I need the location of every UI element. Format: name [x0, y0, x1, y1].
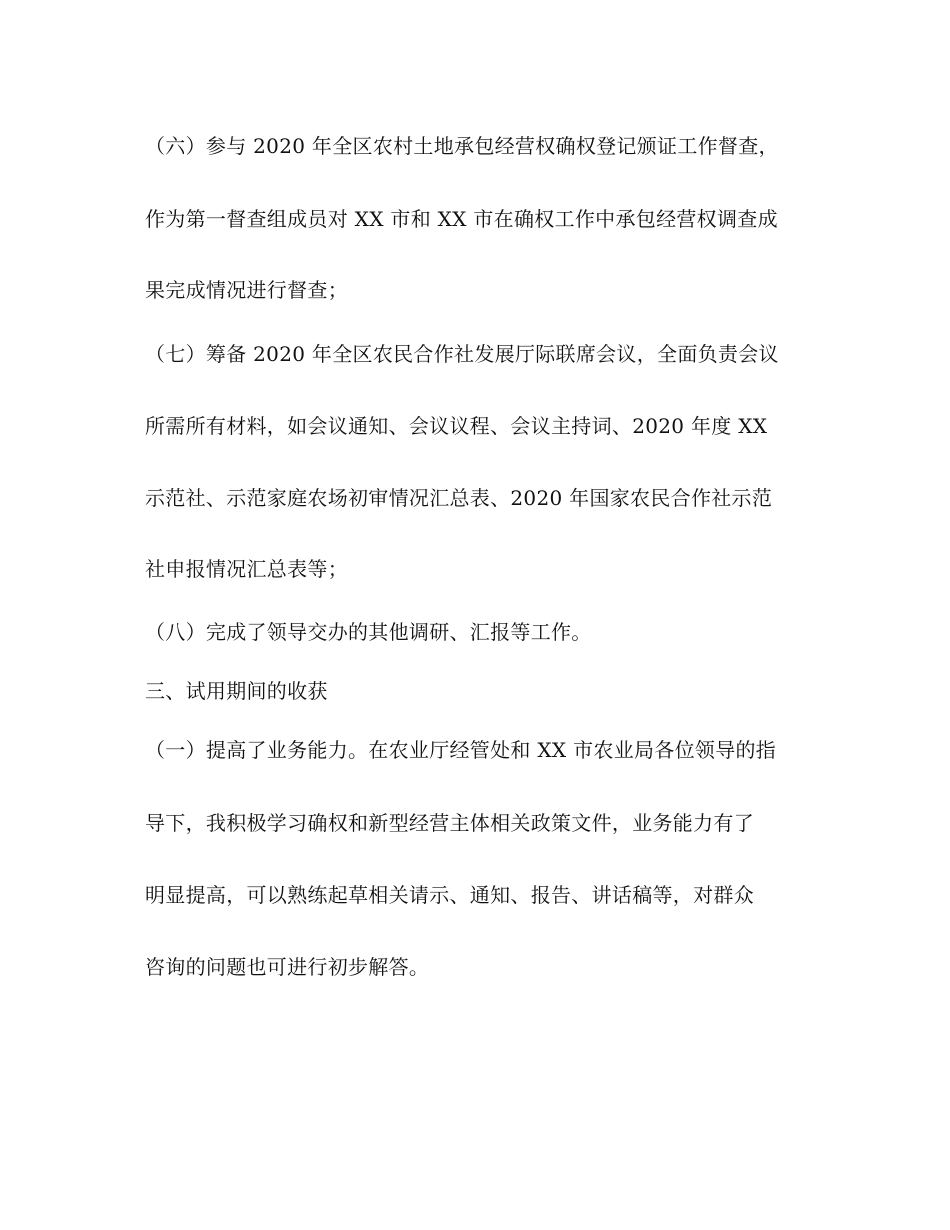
- paragraph-line-item-7-c: 示范社、示范家庭农场初审情况汇总表、2020 年国家农民合作社示范: [145, 486, 773, 510]
- paragraph-line-item-7-b: 所需所有材料，如会议通知、会议议程、会议主持词、2020 年度 XX: [145, 414, 768, 438]
- paragraph-line-item-6-a: （六）参与 2020 年全区农村土地承包经营权确权登记颁证工作督查，: [145, 134, 779, 158]
- paragraph-line-item-7-a: （七）筹备 2020 年全区农民合作社发展厅际联席会议，全面负责会议: [145, 342, 779, 366]
- paragraph-line-item-6-b: 作为第一督查组成员对 XX 市和 XX 市在确权工作中承包经营权调查成: [145, 207, 778, 231]
- paragraph-line-gain-1-d: 咨询的问题也可进行初步解答。: [145, 955, 430, 979]
- paragraph-line-item-7-d: 社申报情况汇总表等；: [145, 557, 348, 581]
- paragraph-line-gain-1-c: 明显提高，可以熟练起草相关请示、通知、报告、讲话稿等，对群众: [145, 883, 754, 907]
- paragraph-line-gain-1-a: （一）提高了业务能力。在农业厅经管处和 XX 市农业局各位领导的指: [145, 738, 777, 762]
- paragraph-line-item-8: （八）完成了领导交办的其他调研、汇报等工作。: [145, 620, 592, 644]
- paragraph-line-gain-1-b: 导下，我积极学习确权和新型经营主体相关政策文件，业务能力有了: [145, 811, 754, 835]
- paragraph-line-item-6-c: 果完成情况进行督查；: [145, 278, 348, 302]
- section-heading-3: 三、试用期间的收获: [145, 679, 328, 703]
